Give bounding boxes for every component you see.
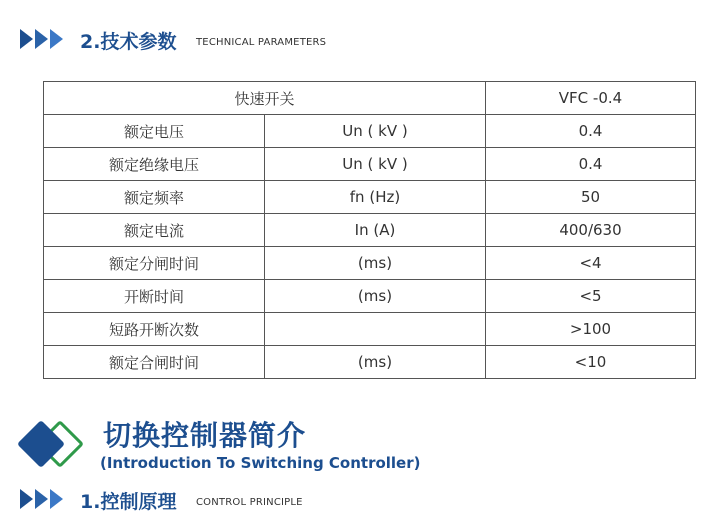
param-unit: fn (Hz) bbox=[265, 181, 486, 214]
param-name: 额定绝缘电压 bbox=[44, 148, 265, 181]
table-header-model: VFC -0.4 bbox=[486, 82, 696, 115]
parameters-table bbox=[43, 81, 696, 379]
table-row bbox=[44, 313, 696, 346]
param-unit: (ms) bbox=[265, 346, 486, 379]
table-row bbox=[44, 181, 696, 214]
table-row bbox=[44, 247, 696, 280]
param-name: 开断时间 bbox=[44, 280, 265, 313]
table-row bbox=[44, 346, 696, 379]
section-arrows-icon bbox=[20, 489, 63, 509]
param-value: <5 bbox=[486, 280, 696, 313]
table-header-row bbox=[44, 82, 696, 115]
param-name: 短路开断次数 bbox=[44, 313, 265, 346]
param-value: >100 bbox=[486, 313, 696, 346]
param-value: 0.4 bbox=[486, 115, 696, 148]
param-name: 额定电流 bbox=[44, 214, 265, 247]
param-name: 额定频率 bbox=[44, 181, 265, 214]
section-principle-title: 1.控制原理 bbox=[80, 491, 177, 513]
param-unit: (ms) bbox=[265, 280, 486, 313]
param-name: 额定合闸时间 bbox=[44, 346, 265, 379]
section-technical-title: 2.技术参数 bbox=[80, 31, 177, 53]
table-row bbox=[44, 280, 696, 313]
table-header-name: 快速开关 bbox=[44, 82, 486, 115]
table-row bbox=[44, 214, 696, 247]
param-value: <10 bbox=[486, 346, 696, 379]
param-unit: In (A) bbox=[265, 214, 486, 247]
section-technical-subtitle: TECHNICAL PARAMETERS bbox=[196, 37, 327, 48]
param-unit bbox=[265, 313, 486, 346]
section-principle-subtitle: CONTROL PRINCIPLE bbox=[196, 497, 303, 508]
param-unit: Un ( kV ) bbox=[265, 148, 486, 181]
controller-section-subtitle: (Introduction To Switching Controller) bbox=[100, 454, 421, 472]
param-value: 0.4 bbox=[486, 148, 696, 181]
param-name: 额定分闸时间 bbox=[44, 247, 265, 280]
table-row bbox=[44, 148, 696, 181]
param-unit: Un ( kV ) bbox=[265, 115, 486, 148]
param-value: 50 bbox=[486, 181, 696, 214]
section-arrows-icon bbox=[20, 29, 63, 49]
controller-section-title: 切换控制器简介 bbox=[103, 419, 307, 452]
param-value: 400/630 bbox=[486, 214, 696, 247]
diamond-logo-icon bbox=[16, 420, 86, 470]
param-name: 额定电压 bbox=[44, 115, 265, 148]
param-unit: (ms) bbox=[265, 247, 486, 280]
param-value: <4 bbox=[486, 247, 696, 280]
table-row bbox=[44, 115, 696, 148]
